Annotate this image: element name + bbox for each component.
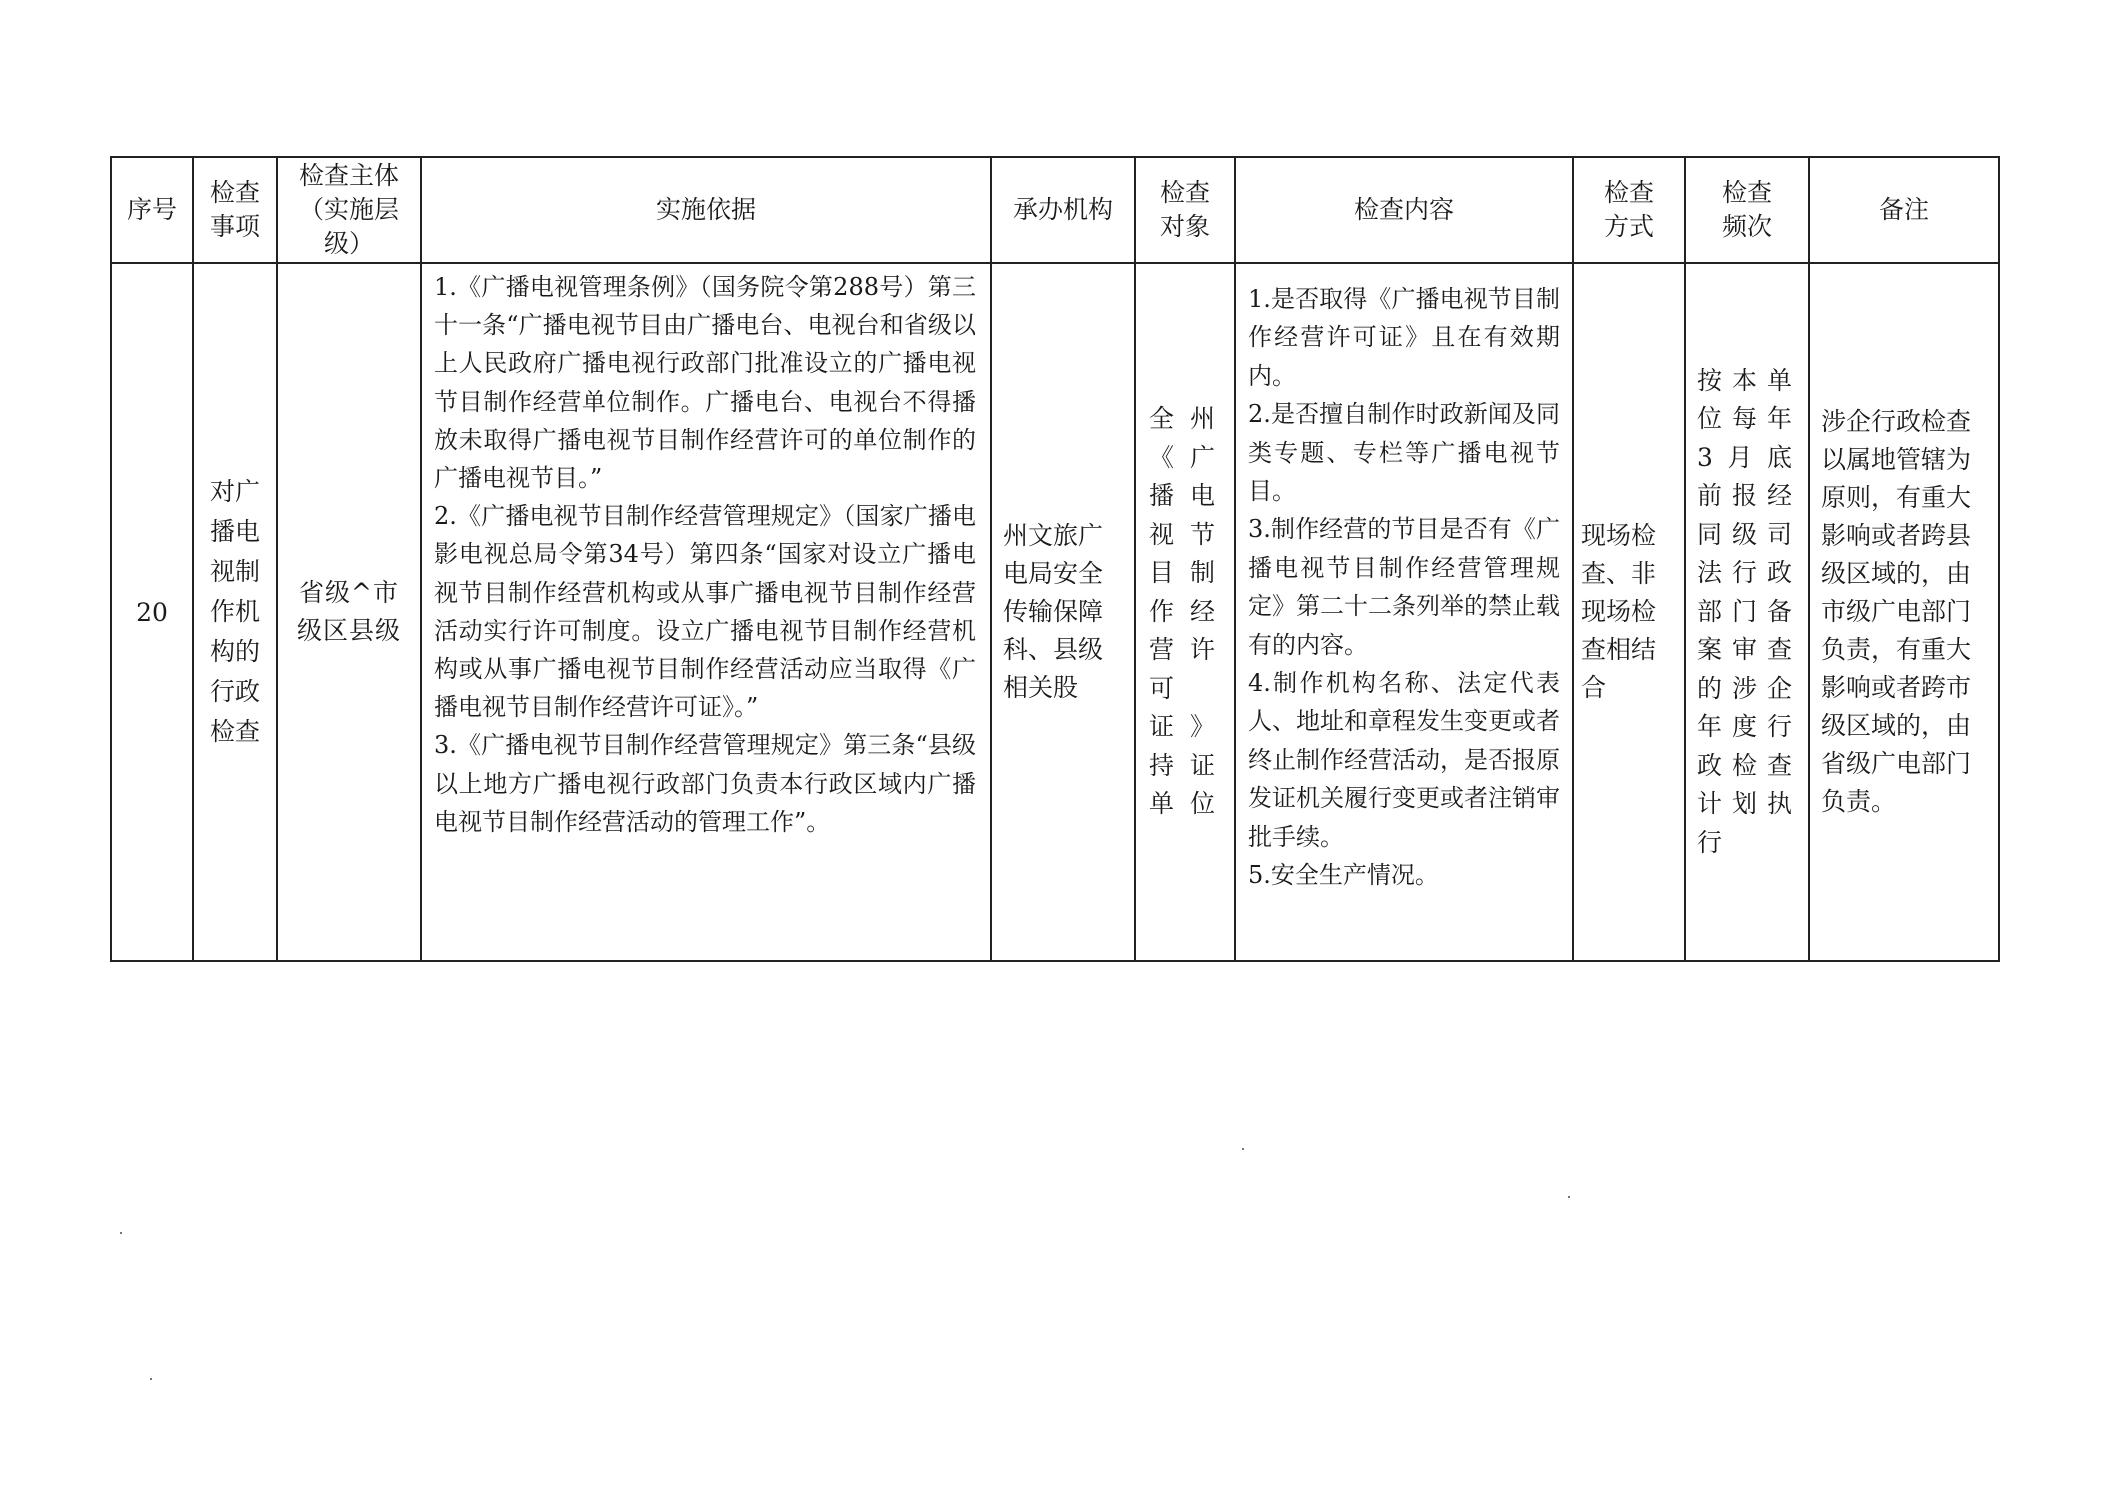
scan-speck — [120, 1232, 122, 1234]
row-basis-cell — [421, 263, 991, 961]
content-item: 1.是否取得《广播电视节目制作经营许可证》且在有效期内。 — [1248, 285, 1560, 390]
header-frequency: 检查 频次 — [1685, 157, 1809, 263]
row-target: 全州《广播电视节目制作经营许可证》持证单位 — [1149, 404, 1221, 819]
row-organization: 州文旅广电局安全传输保障科、县级相关股 — [1003, 521, 1104, 702]
row-method-cell — [1573, 263, 1685, 961]
row-item-cell — [193, 263, 277, 961]
header-item: 检查 事项 — [193, 157, 277, 263]
row-frequency: 按本单位每年3月底前报经同级司法行政部门备案审查的涉企年度行政检查计划执行 — [1697, 365, 1797, 857]
table-row — [111, 263, 1999, 961]
content-item: 4.制作机构名称、法定代表人、地址和章程发生变更或者终止制作经营活动，是否报原发证机关履行变更或者注销审批手续。 — [1248, 669, 1560, 851]
basis-paragraph: 1.《广播电视管理条例》（国务院令第288号）第三十一条“广播电视节目由广播电台、电视台和省级以上人民政府广播电视行政部门批准设立的广播电视节目制作经营单位制作。广播电台、电视台不得播放未取得广播电视节目制作经营许可的单位制作的广播电视节目。” — [434, 273, 976, 493]
header-organization: 承办机构 — [991, 157, 1135, 263]
header-number: 序号 — [111, 157, 193, 263]
content-item: 3.制作经营的节目是否有《广播电视节目制作经营管理规定》第二十二条列举的禁止载有的内容。 — [1248, 515, 1560, 659]
header-basis: 实施依据 — [421, 157, 991, 263]
row-number: 20 — [111, 263, 193, 961]
row-method: 现场检查、非现场检查相结合 — [1581, 521, 1657, 702]
row-item: 对广播电视制作机构的行政检查 — [209, 477, 260, 746]
row-remark: 涉企行政检查以属地管辖为原则，有重大影响或者跨县级区域的，由市级广电部门负责，有重大影响或者跨市级区域的，由省级广电部门负责。 — [1821, 407, 1972, 816]
row-subject-cell — [277, 263, 421, 961]
row-remark-cell — [1809, 263, 1999, 961]
row-frequency-cell — [1685, 263, 1809, 961]
row-target-cell — [1135, 263, 1235, 961]
header-remark: 备注 — [1809, 157, 1999, 263]
header-subject: 检查主体 （实施层 级） — [277, 157, 421, 263]
row-content-cell — [1235, 263, 1573, 961]
scan-speck — [150, 1378, 152, 1380]
inspection-table — [110, 156, 2000, 962]
header-row — [111, 157, 1999, 263]
header-content: 检查内容 — [1235, 157, 1573, 263]
header-target: 检查 对象 — [1135, 157, 1235, 263]
scan-speck — [1242, 1148, 1244, 1150]
basis-paragraph: 3.《广播电视节目制作经营管理规定》第三条“县级以上地方广播电视行政部门负责本行政区域内广播电视节目制作经营活动的管理工作”。 — [434, 731, 976, 836]
basis-paragraph: 2.《广播电视节目制作经营管理规定》（国家广播电影电视总局令第34号）第四条“国家对设立广播电视节目制作经营机构或从事广播电视节目制作经营活动实行许可制度。设立广播电视节目制作经营机构或从事广播电视节目制作经营活动应当取得《广播电视节目制作经营许可证》。” — [434, 502, 976, 722]
content-item: 2.是否擅自制作时政新闻及同类专题、专栏等广播电视节目。 — [1248, 400, 1560, 506]
row-organization-cell — [991, 263, 1135, 961]
content-item: 5.安全生产情况。 — [1248, 861, 1439, 890]
header-method: 检查 方式 — [1573, 157, 1685, 263]
row-subject: 省级^市级区县级 — [296, 578, 401, 645]
scan-speck — [1568, 1196, 1570, 1198]
